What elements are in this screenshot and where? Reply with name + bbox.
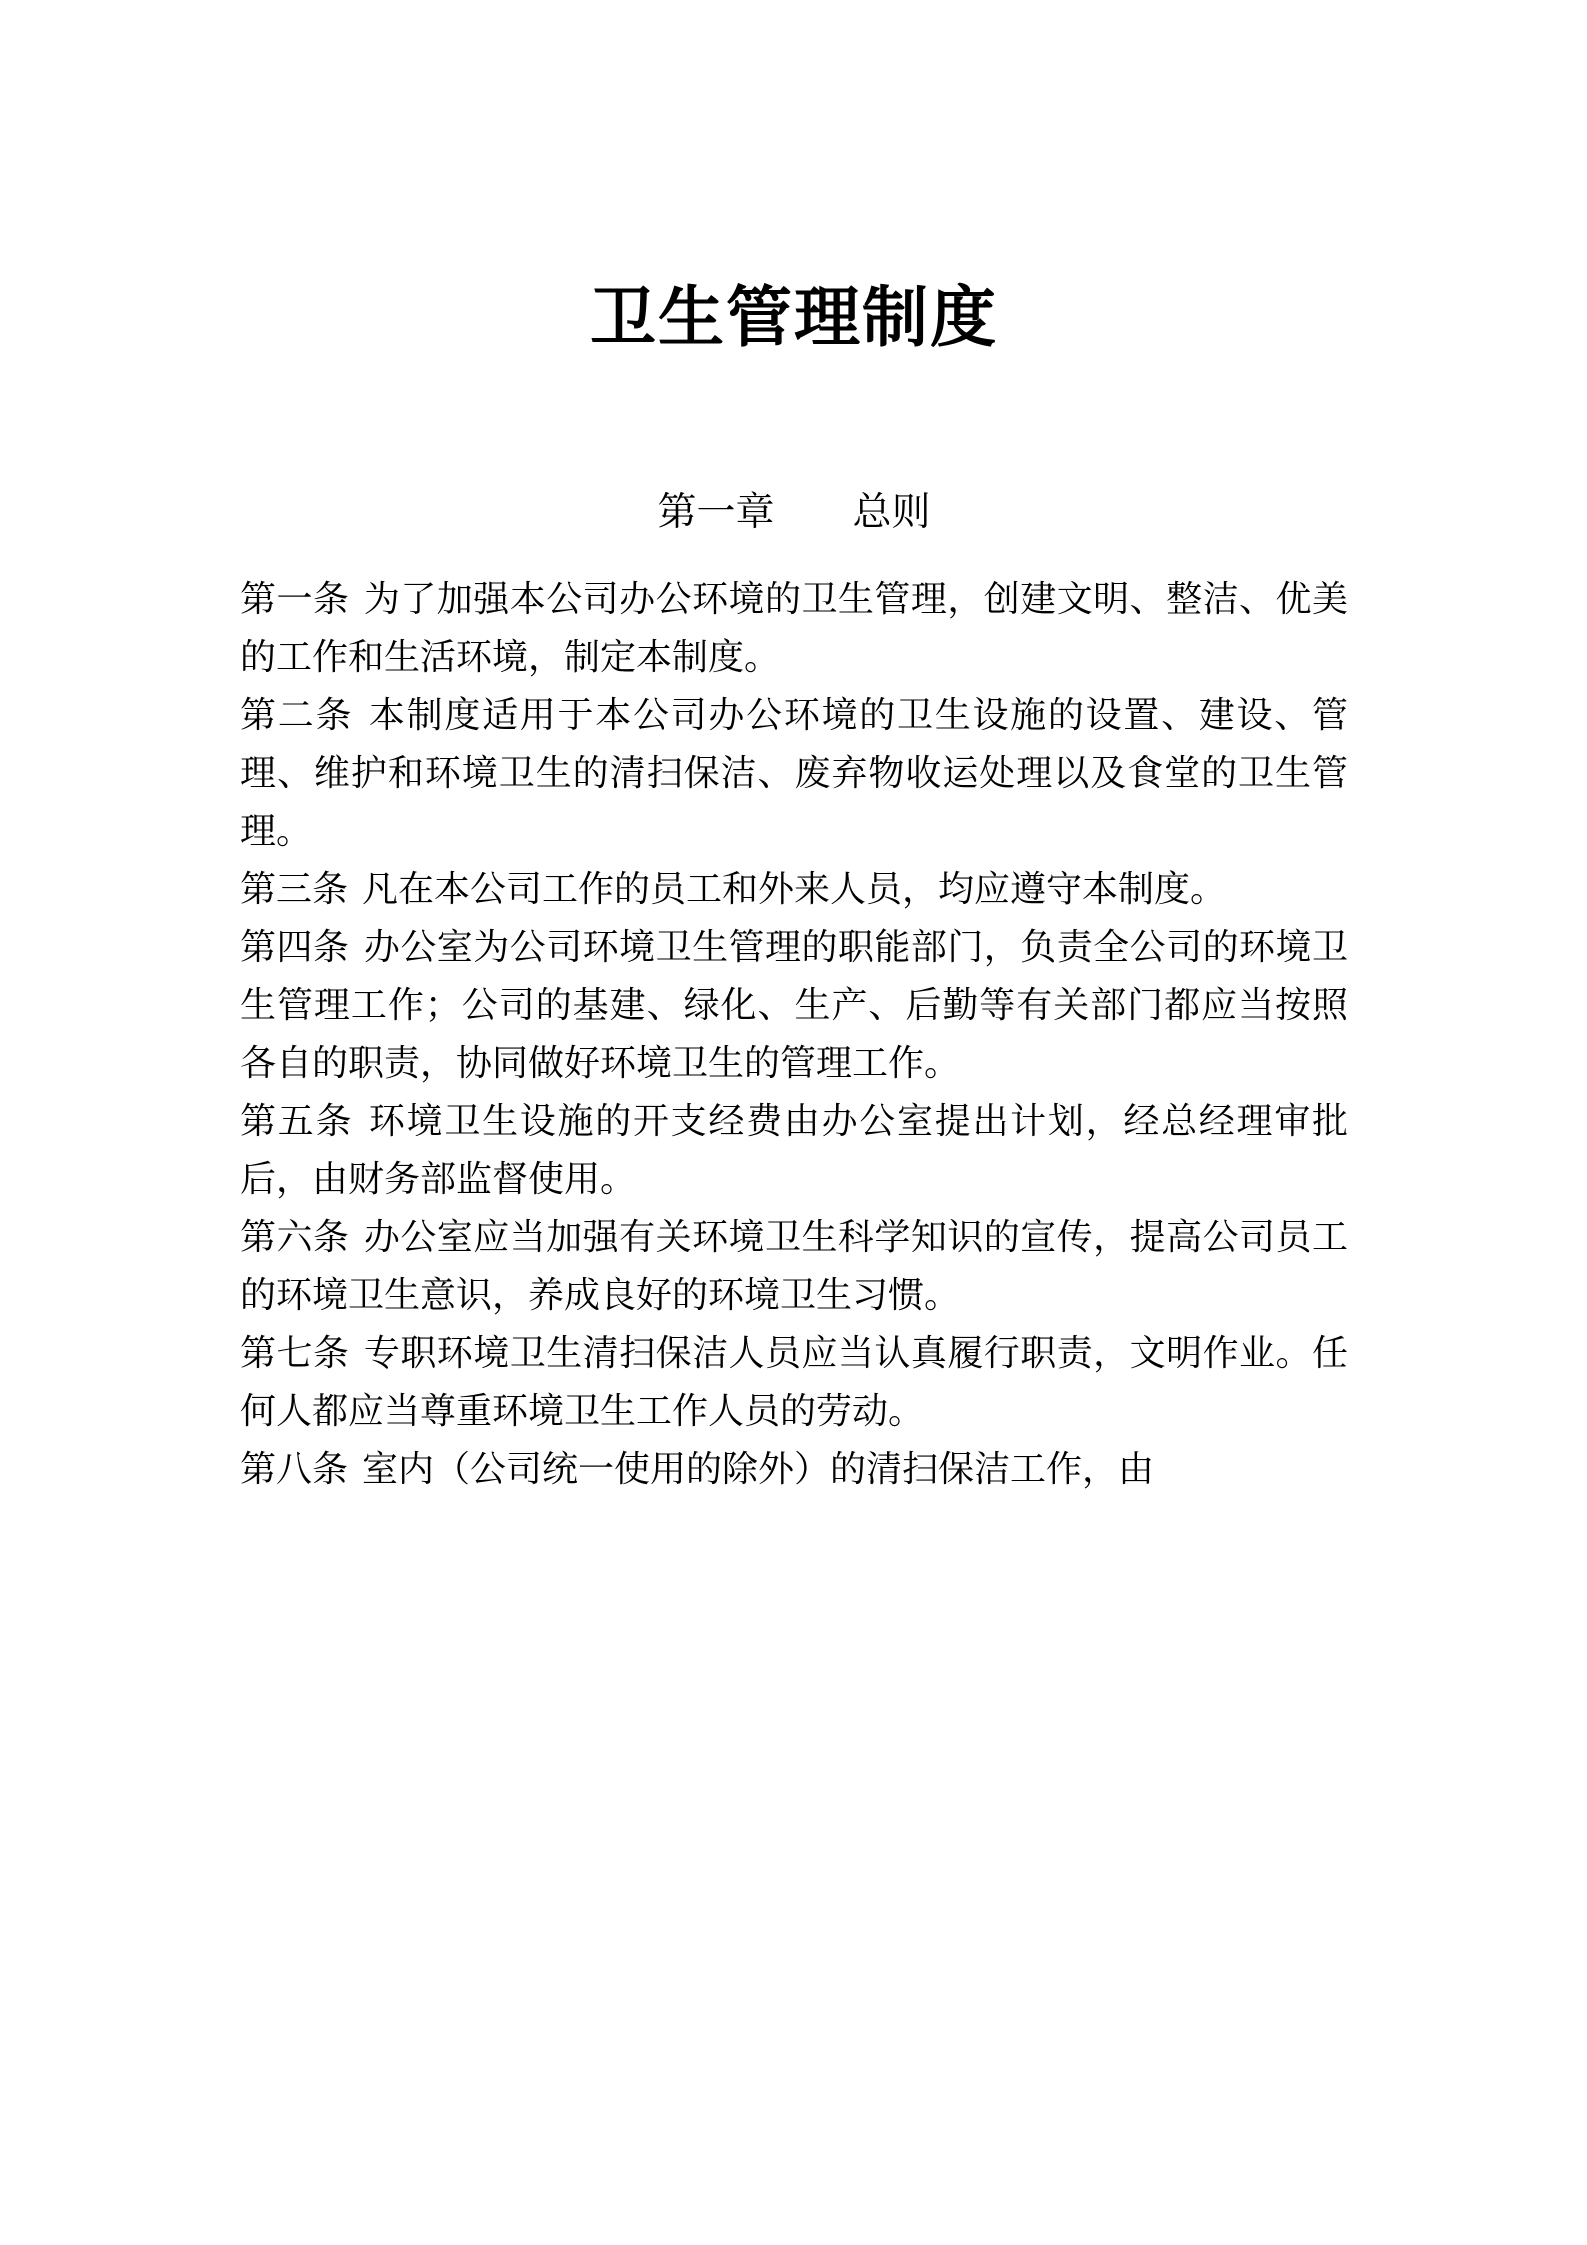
article-label: 第六条 bbox=[240, 1217, 350, 1258]
article-paragraph bbox=[240, 1093, 1348, 1209]
article-paragraph bbox=[240, 861, 1348, 919]
articles-list bbox=[240, 571, 1348, 1499]
page-title: 卫生管理制度 bbox=[590, 279, 998, 356]
article-text: 环境卫生设施的开支经费由办公室提出计划，经总经理审批后，由财务部监督使用。 bbox=[240, 1101, 1348, 1200]
article-paragraph bbox=[240, 1441, 1348, 1499]
article-paragraph bbox=[240, 687, 1348, 861]
article-label: 第四条 bbox=[240, 927, 350, 968]
article-text: 凡在本公司工作的员工和外来人员，均应遵守本制度。 bbox=[362, 869, 1227, 910]
article-text: 为了加强本公司办公环境的卫生管理，创建文明、整洁、优美的工作和生活环境，制定本制度。 bbox=[240, 579, 1348, 678]
article-text: 办公室为公司环境卫生管理的职能部门，负责全公司的环境卫生管理工作；公司的基建、绿化、生产、后勤等有关部门都应当按照各自的职责，协同做好环境卫生的管理工作。 bbox=[240, 927, 1348, 1084]
article-label: 第五条 bbox=[240, 1101, 354, 1142]
article-paragraph bbox=[240, 571, 1348, 687]
article-label: 第八条 bbox=[240, 1449, 349, 1490]
article-paragraph bbox=[240, 1209, 1348, 1325]
article-paragraph bbox=[240, 1325, 1348, 1441]
article-text: 本制度适用于本公司办公环境的卫生设施的设置、建设、管理、维护和环境卫生的清扫保洁、废弃物收运处理以及食堂的卫生管理。 bbox=[240, 695, 1348, 852]
article-label: 第一条 bbox=[240, 579, 350, 620]
article-text: 室内（公司统一使用的除外）的清扫保洁工作，由 bbox=[362, 1449, 1155, 1490]
article-label: 第三条 bbox=[240, 869, 349, 910]
article-paragraph bbox=[240, 919, 1348, 1093]
article-label: 第二条 bbox=[240, 695, 354, 736]
chapter-heading: 第一章 总则 bbox=[657, 490, 931, 535]
article-text: 办公室应当加强有关环境卫生科学知识的宣传，提高公司员工的环境卫生意识，养成良好的环境卫生习惯。 bbox=[240, 1217, 1348, 1316]
article-text: 专职环境卫生清扫保洁人员应当认真履行职责，文明作业。任何人都应当尊重环境卫生工作人员的劳动。 bbox=[240, 1333, 1348, 1432]
article-label: 第七条 bbox=[240, 1333, 350, 1374]
